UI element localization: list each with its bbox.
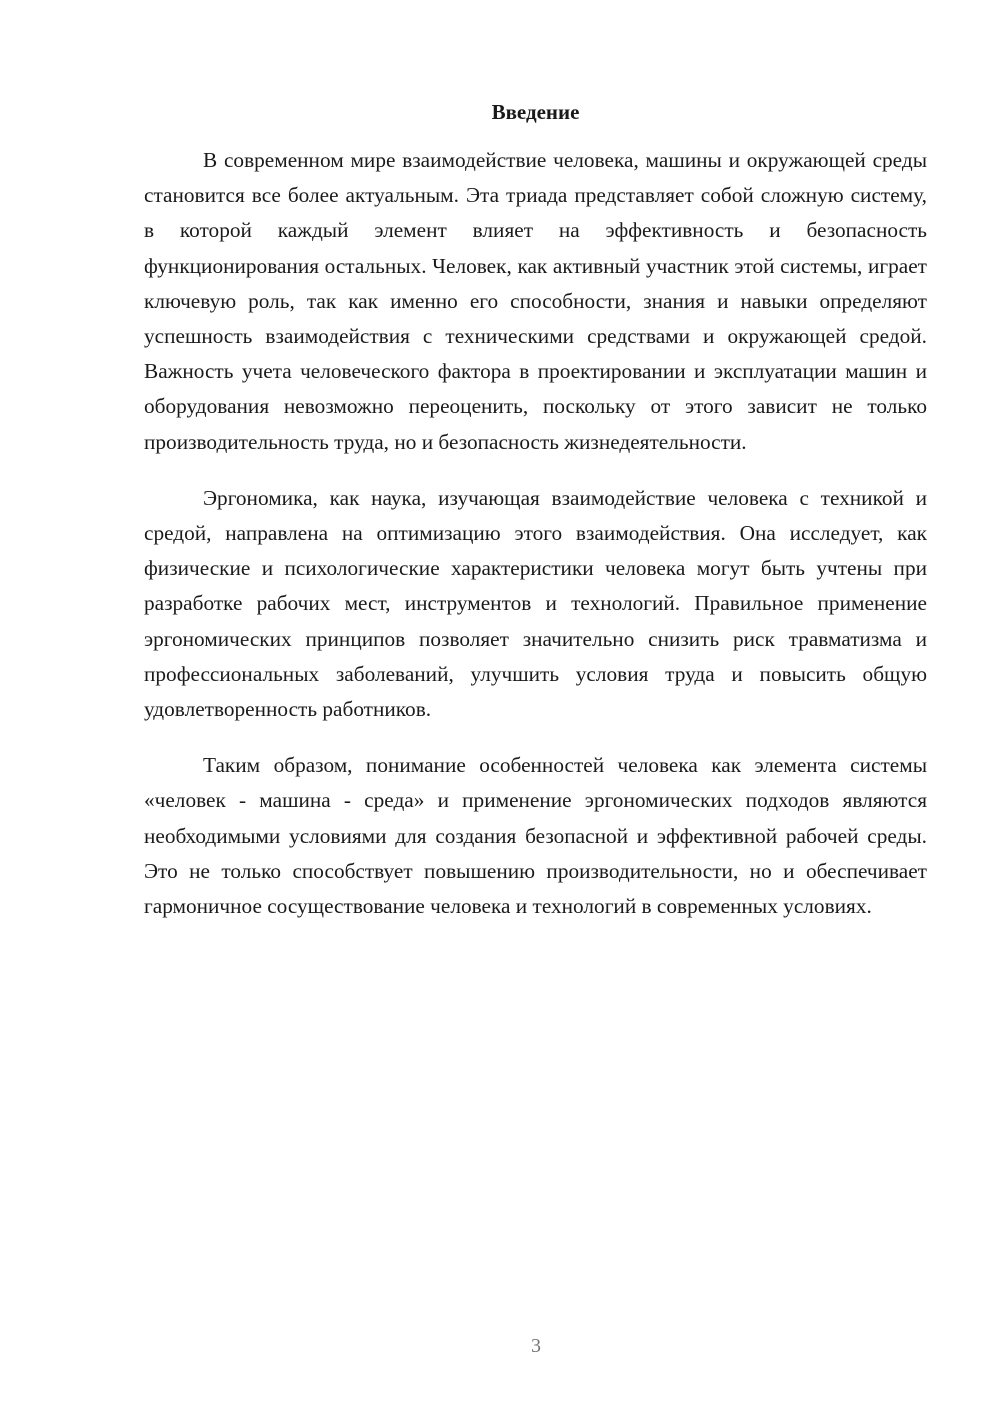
- section-heading: Введение: [491, 100, 580, 124]
- paragraph-1: В современном мире взаимодействие человека, машины и окружающей среды становится все более актуальным. Эта триада представляет собой сложную систему, в которой каждый элемент влияет на эффективность и безопасность функционирования остальных. Человек, как активный участник этой системы, играет ключевую роль, так как именно его способности, знания и навыки определяют успешность взаимодействия с техническими средствами и окружающей средой. Важность учета человеческого фактора в проектировании и эксплуатации машин и оборудования невозможно переоценить, поскольку от этого зависит не только производительность труда, но и безопасность жизнедеятельности.: [144, 148, 927, 454]
- body-text: [144, 143, 927, 945]
- paragraph-2: Эргономика, как наука, изучающая взаимодействие человека с техникой и средой, направлена на оптимизацию этого взаимодействия. Она исследует, как физические и психологические характеристики человека могут быть учтены при разработке рабочих мест, инструментов и технологий. Правильное применение эргономических принципов позволяет значительно снизить риск травматизма и профессиональных заболеваний, улучшить условия труда и повысить общую удовлетворенность работников.: [144, 485, 927, 722]
- paragraph-3: Таким образом, понимание особенностей человека как элемента системы «человек - машина - среда» и применение эргономических подходов являются необходимыми условиями для создания безопасной и эффективной рабочей среды. Это не только способствует повышению производительности, но и обеспечивает гармоничное сосуществование человека и технологий в современных условиях.: [144, 753, 927, 919]
- page-number: 3: [531, 1335, 541, 1357]
